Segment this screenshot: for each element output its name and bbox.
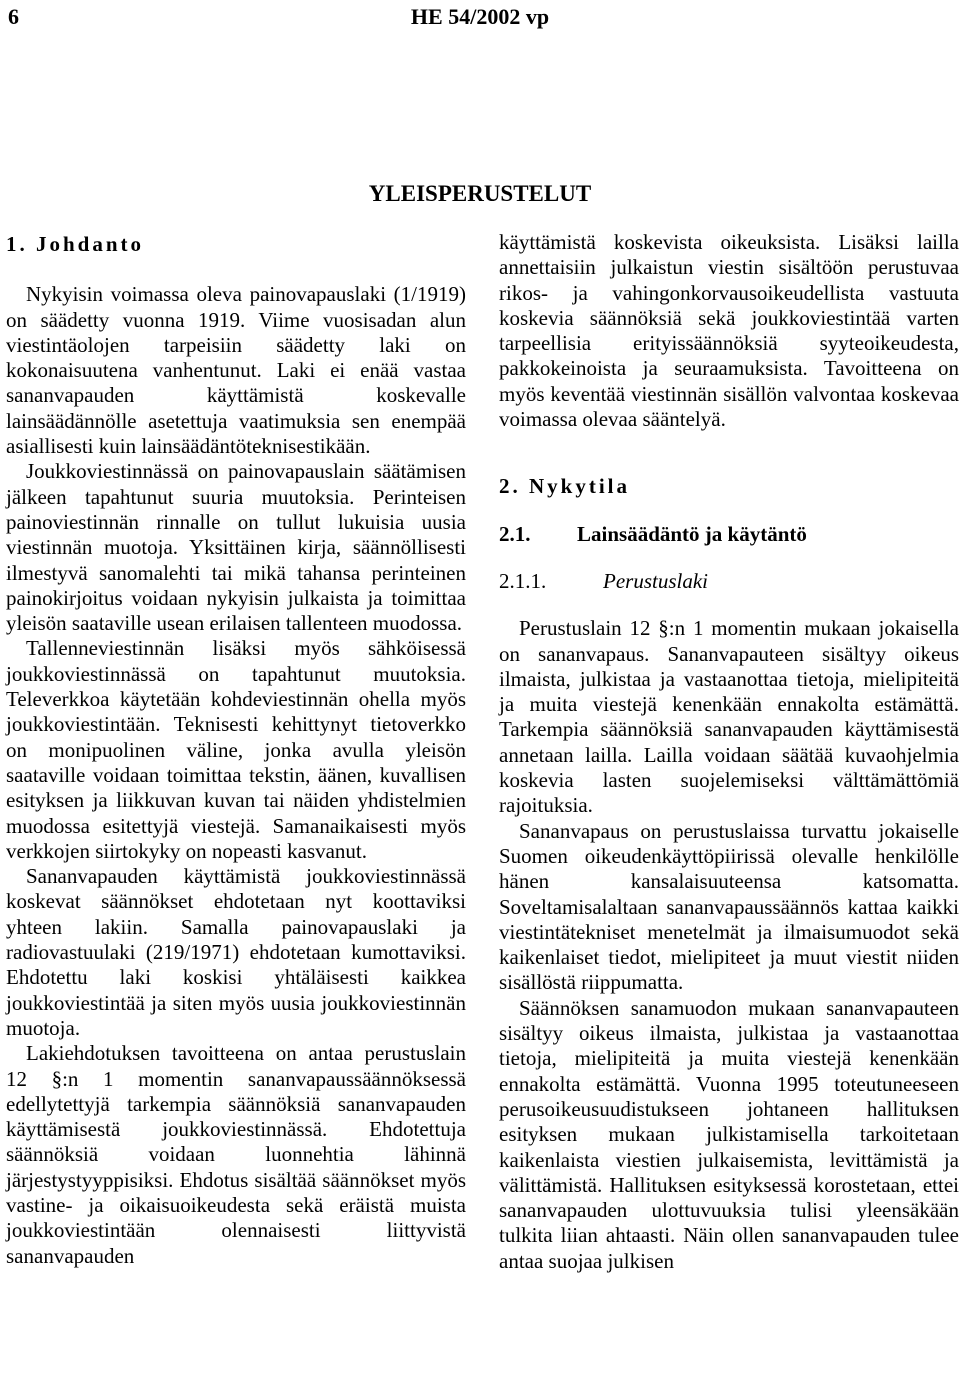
paragraph: Säännöksen sanamuodon mukaan sananvapauteen sisältyy oikeus ilmaista, julkistaa ja vastaanottaa tietoja, mielipiteitä ja muita viestejä kenenkään ennakolta estämättä. Vuonna 1995 toteutuneeseen perusoikeusuudistukseen johtaneen hallituksen esityksen mukaan julkistamisella tarkoitetaan kaikenlaista viestien julkaisemista, levittämistä ja välittämistä. Hallituksen esityksessä korostetaan, ettei sananvapauden ulottuvuuksia tulisi yleensäkään tulkita liian ahtaasti. Näin ollen sananvapauden tulee antaa suojaa julkisen: [499, 995, 959, 1273]
subsubsection-number: 2.1.1.: [499, 568, 547, 593]
left-column: [6, 230, 466, 1269]
section-title: YLEISPERUSTELUT: [368, 181, 592, 206]
paragraph: Joukkoviestinnässä on painovapauslain säätämisen jälkeen tapahtunut suuria muutoksia. Perinteisen painoviestinnän rinnalle on tullut lukuisia uusia viestinnän muotoja. Yksittäinen kirja, säännöllisesti ilmestyvä sanomalehti tai mikä tahansa perinteinen painokirjoitus voidaan nykyisin julkaista ja toimittaa yleisön saataville usean erilaisen tallenteen muodossa.: [6, 459, 466, 636]
subsubsection-title: Perustuslaki: [603, 568, 708, 593]
paragraph: Tallenneviestinnän lisäksi myös sähköisessä joukkoviestinnässä on tapahtunut muutoksia. Televerkkoa käytetään kohdeviestinnän ohella myös joukkoviestintään. Teknisesti kehittynyt tietoverkko on monipuolinen väline, jonka avulla yleisön saataville voidaan toimittaa tekstin, äänen, kuvallisen esityksen ja liikkuvan kuvan tai näiden yhdistelmien muodossa esitettyjä viestejä. Samanaikaisesti myös verkkojen siirtokyky on nopeasti kasvanut.: [6, 636, 466, 863]
section-heading-nykytila: 2. Nykytila: [499, 474, 631, 499]
subsection-heading: [499, 522, 959, 547]
paragraph: Sananvapauden käyttämistä joukkoviestinnässä koskevat säännökset ehdotetaan nyt koottaviksi yhteen lakiin. Samalla painovapauslaki ja radiovastuulaki (219/1971) ehdotetaan kumottaviksi. Ehdotettu laki koskisi yhtäläisesti kaikkea joukkoviestintää ja siten myös uusia joukkoviestinnän muotoja.: [6, 864, 466, 1040]
section-heading-johdanto: 1. Johdanto: [6, 232, 145, 256]
subsection-title: Lainsäädäntö ja käytäntö: [577, 521, 807, 546]
subsubsection-heading: [499, 569, 959, 594]
paragraph: Nykyisin voimassa oleva painovapauslaki (1/1919) on säädetty vuonna 1919. Viime vuosisadan alun viestintäolojen tarpeisiin säädetty laki on kokonaisuutena vanhentunut. Laki ei enää vastaa sananvapauden käyttämistä koskevalle lainsäädännölle asetettuja vaatimuksia sen enempää asiallisesti kuin lainsäädäntöteknisestikään.: [6, 282, 466, 459]
paragraph: Sananvapaus on perustuslaissa turvattu jokaiselle Suomen oikeudenkäyttöpiirissä olevalle henkilölle hänen kansalaisuuteensa katsomatta. Soveltamisalaltaan sananvapaussäännös kattaa kaikki viestintätekniset menetelmät ja ilmaisumuodot sekä kaikenlaiset tiedot, mielipiteet ja muut viestit niiden sisällöstä riippumatta.: [499, 818, 959, 995]
right-column: [499, 230, 959, 1274]
page-number: 6: [8, 4, 19, 29]
paragraph-continuation: käyttämistä koskevista oikeuksista. Lisäksi lailla annettaisiin julkaistun viestin sisältöön perustuvaa rikos- ja vahingonkorvausoikeudellista vastuuta koskevia säännöksiä sekä joukkoviestintää varten tarpeellisia erityissäännöksiä syyteoikeudesta, pakkokeinoista ja seuraamuksista. Tavoitteena on myös keventää viestinnän sisällön valvontaa koskevaa voimassa olevaa sääntelyä.: [499, 230, 959, 432]
subsection-number: 2.1.: [499, 521, 531, 546]
paragraph: Perustuslain 12 §:n 1 momentin mukaan jokaisella on sananvapaus. Sananvapauteen sisältyy oikeus ilmaista, julkistaa ja vastaanottaa tietoja, mielipiteitä ja muita viestejä kenenkään ennakolta estämättä. Tarkempia säännöksiä sananvapauden käyttämisestä annetaan lailla. Lailla voidaan säätää kuvaohjelmia koskevia lasten suojelemiseksi välttämättömiä rajoituksia.: [499, 616, 959, 818]
document-id: HE 54/2002 vp: [410, 4, 550, 29]
paragraph: Lakiehdotuksen tavoitteena on antaa perustuslain 12 §:n 1 momentin sananvapaussäännöksessä edellytettyjä tarkempia säännöksiä sananvapauden käyttämisestä joukkoviestinnässä. Ehdotettuja säännöksiä voidaan luonnehtia lähinnä järjestystyyppisiksi. Ehdotus sisältää säännökset myös vastine- ja oikaisuoikeudesta sekä eräistä muista joukkoviestintään olennaisesti liittyvistä sananvapauden: [6, 1041, 466, 1268]
